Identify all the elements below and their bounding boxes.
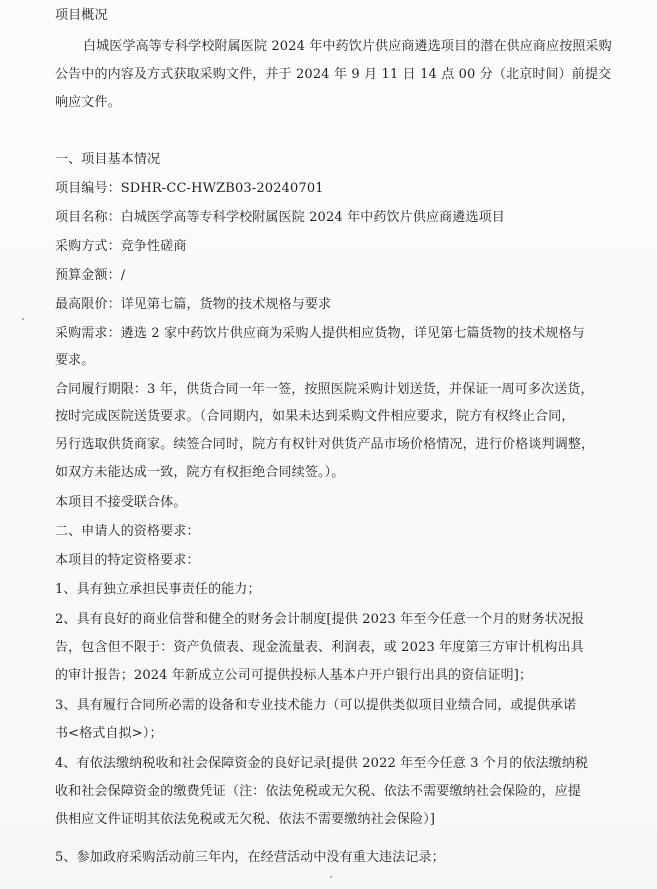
overview-line-3: 响应文件。 — [55, 95, 121, 110]
section2-heading: 二、申请人的资格要求： — [55, 524, 200, 539]
scan-speck — [22, 318, 24, 320]
requirement-2-line-3: 的审计报告；2024 年新成立公司可提供投标人基本户开户银行出具的资信证明]； — [55, 668, 533, 683]
requirement-4-line-1: 4、有依法缴纳税收和社会保障资金的良好记录[提供 2022 年至今任意 3 个月的依法缴纳税 — [55, 756, 589, 771]
overview-line-2: 公告中的内容及方式获取采购文件，并于 2024 年 9 月 11 日 14 点 00 分（北京时间）前提交 — [55, 67, 612, 82]
procurement-method: 采购方式：竞争性磋商 — [55, 239, 187, 254]
overview-line-1: 白城医学高等专科学校附属医院 2024 年中药饮片供应商遴选项目的潜在供应商应按照采购 — [83, 39, 612, 54]
no-consortium: 本项目不接受联合体。 — [55, 495, 187, 510]
contract-line-1: 合同履行期限：3 年，供货合同一年一签，按照医院采购计划送货，并保证一周可多次送货， — [55, 382, 594, 397]
section1-heading: 一、项目基本情况 — [55, 152, 161, 167]
requirement-3-line-1: 3、具有履行合同所必需的设备和专业技术能力（可以提供类似项目业绩合同，或提供承诺 — [55, 698, 577, 713]
requirement-4-line-2: 收和社会保障资金的缴费凭证（注：依法免税或无欠税、依法不需要缴纳社会保险的，应提 — [55, 784, 582, 799]
project-number: 项目编号：SDHR-CC-HWZB03-20240701 — [55, 181, 324, 196]
demand-line-2: 要求。 — [55, 353, 95, 368]
overview-heading: 项目概况 — [55, 8, 108, 23]
requirement-2-line-2: 告，包含但不限于：资产负债表、现金流量表、利润表，或 2023 年度第三方审计机构出具 — [55, 640, 584, 655]
project-name: 项目名称：白城医学高等专科学校附属医院 2024 年中药饮片供应商遴选项目 — [55, 210, 505, 225]
scan-speck — [330, 876, 332, 878]
budget-amount: 预算金额：/ — [55, 268, 126, 283]
contract-line-2: 按时完成医院送货要求。（合同期内，如果未达到采购文件相应要求，院方有权终止合同， — [55, 409, 575, 424]
max-price: 最高限价：详见第七篇，货物的技术规格与要求 — [55, 297, 332, 312]
requirement-5: 5、参加政府采购活动前三年内，在经营活动中没有重大违法记录； — [55, 850, 445, 865]
contract-line-3: 另行选取供货商家。续签合同时，院方有权针对供货产品市场价格情况，进行价格谈判调整， — [55, 437, 595, 452]
section2-intro: 本项目的特定资格要求： — [55, 553, 200, 568]
demand-line-1: 采购需求：遴选 2 家中药饮片供应商为采购人提供相应货物，详见第七篇货物的技术规格与 — [55, 326, 585, 341]
requirement-4-line-3: 供相应文件证明其依法免税或无欠税、依法不需要缴纳社会保险）] — [55, 812, 436, 827]
requirement-3-line-2: 书<格式自拟>）； — [55, 726, 163, 741]
contract-line-4: 如双方未能达成一致，院方有权拒绝合同续签。）。 — [55, 465, 345, 480]
requirement-1: 1、具有独立承担民事责任的能力； — [55, 582, 261, 597]
requirement-2-line-1: 2、具有良好的商业信誉和健全的财务会计制度[提供 2023 年至今任意一个月的财务状况报 — [55, 612, 585, 627]
